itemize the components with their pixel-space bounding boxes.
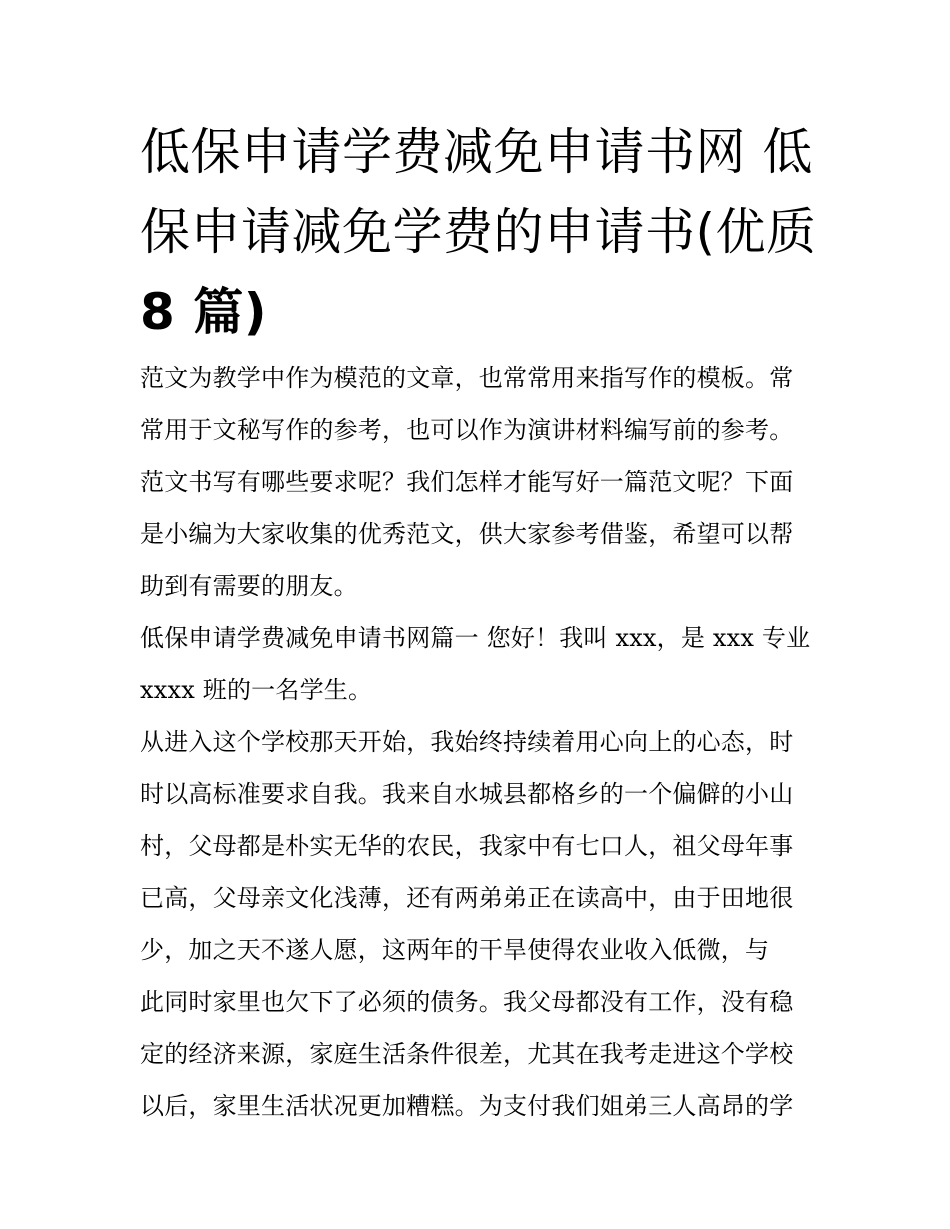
title-line-2: 保申请减免学费的申请书(优质 (140, 203, 817, 261)
body-line-11: 已高，父母亲文化浅薄，还有两弟弟正在读高中，由于田地很 (140, 884, 794, 912)
body-line-7: xxxx 班的一名学生。 (140, 676, 373, 704)
body-line-12: 少，加之天不遂人愿，这两年的干旱使得农业收入低微，与 (140, 936, 770, 964)
document-title (140, 112, 820, 352)
title-line-3: 8 篇) (140, 283, 268, 341)
document-body (140, 352, 820, 1132)
body-line-9: 时以高标准要求自我。我来自水城县都格乡的一个偏僻的小山 (140, 780, 794, 808)
body-line-6: 低保申请学费减免申请书网篇一 您好！我叫 xxx，是 xxx 专业 (140, 624, 811, 652)
body-line-10: 村，父母都是朴实无华的农民，我家中有七口人，祖父母年事 (140, 832, 794, 860)
body-line-3: 范文书写有哪些要求呢？我们怎样才能写好一篇范文呢？下面 (140, 468, 794, 496)
body-line-1: 范文为教学中作为模范的文章，也常常用来指写作的模板。常 (140, 364, 794, 392)
body-line-5: 助到有需要的朋友。 (140, 572, 358, 600)
body-line-15: 以后，家里生活状况更加糟糕。为支付我们姐弟三人高昂的学 (140, 1092, 794, 1120)
body-line-13: 此同时家里也欠下了必须的债务。我父母都没有工作，没有稳 (140, 988, 794, 1016)
body-line-4: 是小编为大家收集的优秀范文，供大家参考借鉴，希望可以帮 (140, 520, 794, 548)
body-line-8: 从进入这个学校那天开始，我始终持续着用心向上的心态，时 (140, 728, 794, 756)
body-line-14: 定的经济来源，家庭生活条件很差，尤其在我考走进这个学校 (140, 1040, 794, 1068)
title-line-1: 低保申请学费减免申请书网 低 (140, 123, 813, 181)
body-line-2: 常用于文秘写作的参考，也可以作为演讲材料编写前的参考。 (140, 416, 794, 444)
